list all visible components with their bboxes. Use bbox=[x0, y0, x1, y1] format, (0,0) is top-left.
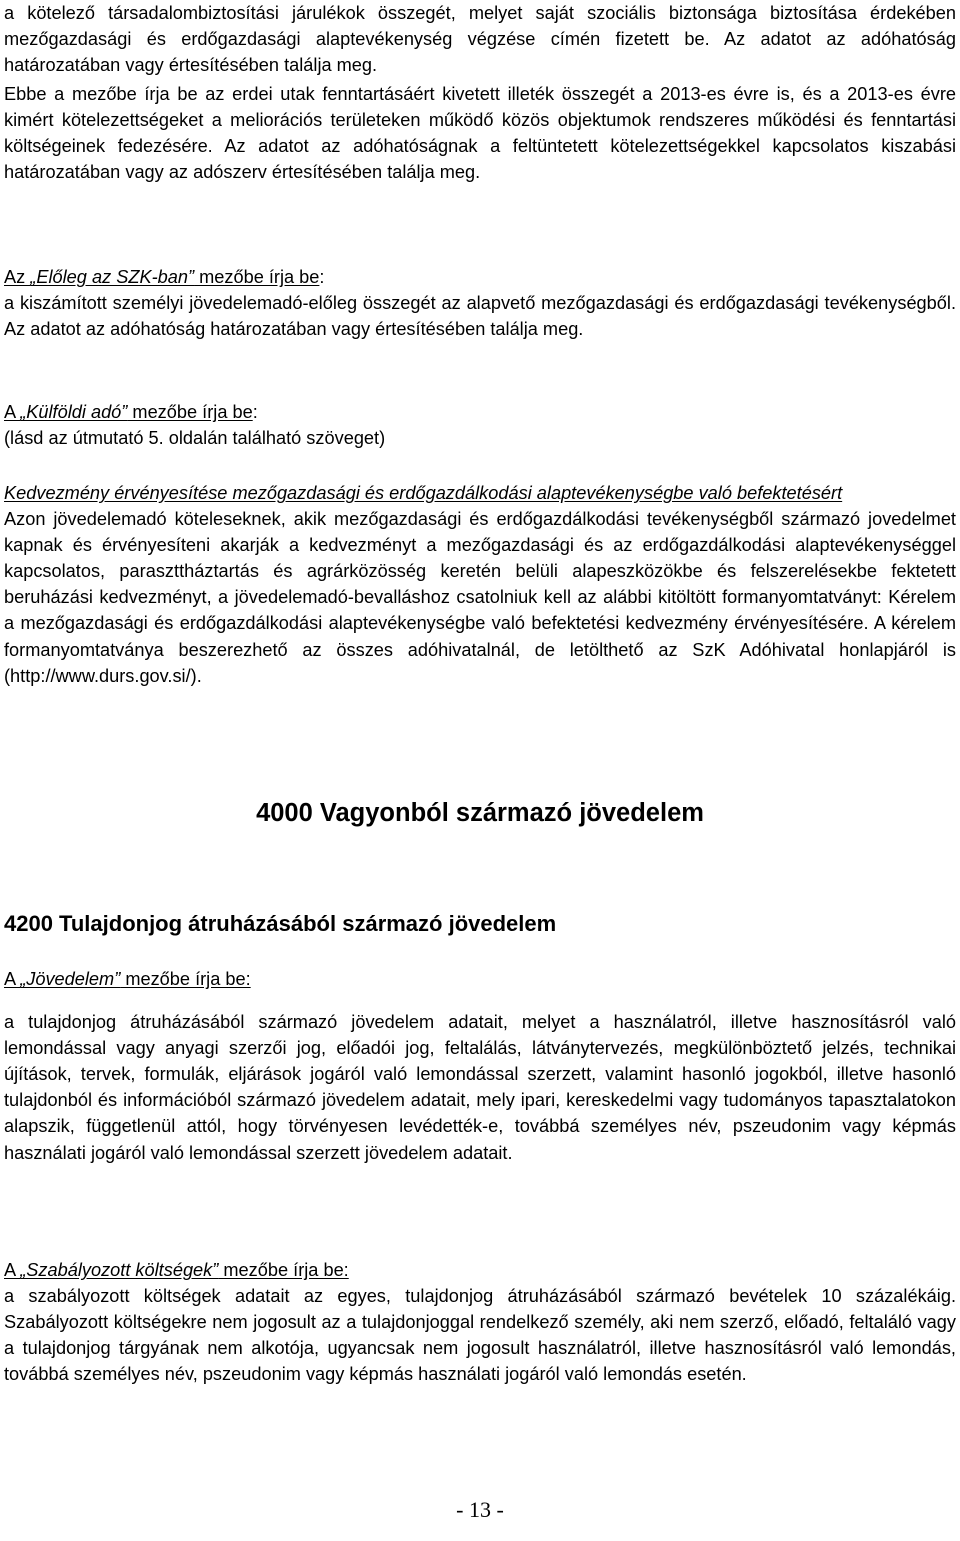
kulfoldi-field-title: A „Külföldi adó” mezőbe írja be: bbox=[4, 402, 258, 422]
section-eloleg bbox=[4, 264, 956, 342]
section-jovedelem bbox=[4, 966, 956, 1166]
eloleg-field-title: Az „Előleg az SZK-ban” mezőbe írja be: bbox=[4, 267, 325, 287]
kedvezmeny-text: Azon jövedelemadó köteleseknek, akik mezőgazdasági és erdőgazdálkodási tevékenységből származó jovedelmet kapnak és érvényesíteni akarják a kedvezményt a mezőgazdasági és az erdőgazdálkodási alaptevékenységgel kapcsolatos, paraszttháztartás és agrárközösség keretén belüli alapeszközökbe és felszerelésekbe fektetett beruházási kedvezményt, a jövedelemadó-bevalláshoz csatolniuk kell az alábbi kitöltött formanyomtatványt: Kérelem a mezőgazdasági és erdőgazdálkodási alaptevékenységbe való befektetési kedvezmény érvényesítésére. A kérelem formanyomtatványa beszerezhető az összes adóhivatalnál, de letölthető az SzK Adóhivatal honlapjáról is (http://www.durs.gov.si/). bbox=[4, 509, 956, 686]
eloleg-text: a kiszámított személyi jövedelemadó-előleg összegét az alapvető mezőgazdasági és erdőgazdasági tevékenységből. Az adatot az adóhatóság határozatában vagy értesítésében találja meg. bbox=[4, 293, 956, 340]
section-kedvezmeny bbox=[4, 480, 956, 689]
paragraph-contributions: a kötelező társadalombiztosítási járulékok összegét, melyet saját szociális biztonsága biztosítása érdekében mezőgazdasági és erdőgazdasági alaptevékenység végzése címén fizetett be. Az adatot az adóhatóság határozatában vagy értesítésében találja meg. bbox=[4, 3, 956, 76]
jovedelem-field-name: „Jövedelem” bbox=[20, 969, 121, 989]
jovedelem-field-title: A „Jövedelem” mezőbe írja be: bbox=[4, 969, 251, 989]
section-kulfoldi bbox=[4, 399, 956, 451]
kulfoldi-text: (lásd az útmutató 5. oldalán található szöveget) bbox=[4, 428, 386, 449]
szabalyozott-field-title: A „Szabályozott költségek” mezőbe írja be: bbox=[4, 1260, 349, 1280]
eloleg-field-name: „Előleg az SZK-ban” bbox=[30, 267, 195, 287]
szabalyozott-text: a szabályozott költségek adatait az egyes, tulajdonjog átruházásából származó bevételek 10 százalékáig. Szabályozott költségekre nem jogosult az a tulajdonjoggal rendelkező személy, aki nem szerző, előadó, feltaláló vagy a tulajdonjog tárgyának nem alkotója, ugyancsak nem jogosult használatról, illetve hasznosításról való lemondás, továbbá személyes név, pszeudonim vagy képmás használati jogáról való lemondás esetén. bbox=[4, 1286, 956, 1385]
paragraph-forest-roads: Ebbe a mezőbe írja be az erdei utak fenntartásáért kivetett illeték összegét a 2013-es évre is, és a 2013-es évre kimért kötelezettségeket a meliorációs területeken működő közös objektumok rendszeres működési és fenntartási költségeinek fedezésére. Az adatot az adóhatóságnak a feltüntetett kötelezettségekkel kapcsolatos kiszabási határozatában vagy az adószerv értesítésében találja meg. bbox=[4, 84, 956, 183]
szabalyozott-field-name: „Szabályozott költségek” bbox=[20, 1260, 219, 1280]
section-szabalyozott bbox=[4, 1257, 956, 1387]
kedvezmeny-title: Kedvezmény érvényesítése mezőgazdasági és erdőgazdálkodási alaptevékenységbe való befektetésért bbox=[4, 483, 843, 503]
heading-4000: 4000 Vagyonból származó jövedelem bbox=[256, 799, 704, 827]
jovedelem-text: a tulajdonjog átruházásából származó jövedelem adatait, melyet a használatról, illetve hasznosításról való lemondással vagy anyagi szerzői jog, előadói jog, feltalálás, látványtervezés, megkülönböztető jelzés, technikai újítások, tervek, formulák, eljárások jogáról való lemondással szerzett, valamint hasonló jogokból, illetve hasonló tulajdonból és információból származó jövedelem adatait, mely ipari, kereskedelmi vagy tudományos tapasztalatokon alapszik, függetlenül attól, hogy törvényesen levédették-e, továbbá személyes név, pszeudonim vagy képmás használati jogáról való lemondással szerzett jövedelem adatait. bbox=[4, 1012, 956, 1163]
page-number: - 13 - bbox=[456, 1497, 504, 1522]
kulfoldi-field-name: „Külföldi adó” bbox=[20, 402, 128, 422]
heading-4200: 4200 Tulajdonjog átruházásából származó jövedelem bbox=[4, 911, 557, 936]
